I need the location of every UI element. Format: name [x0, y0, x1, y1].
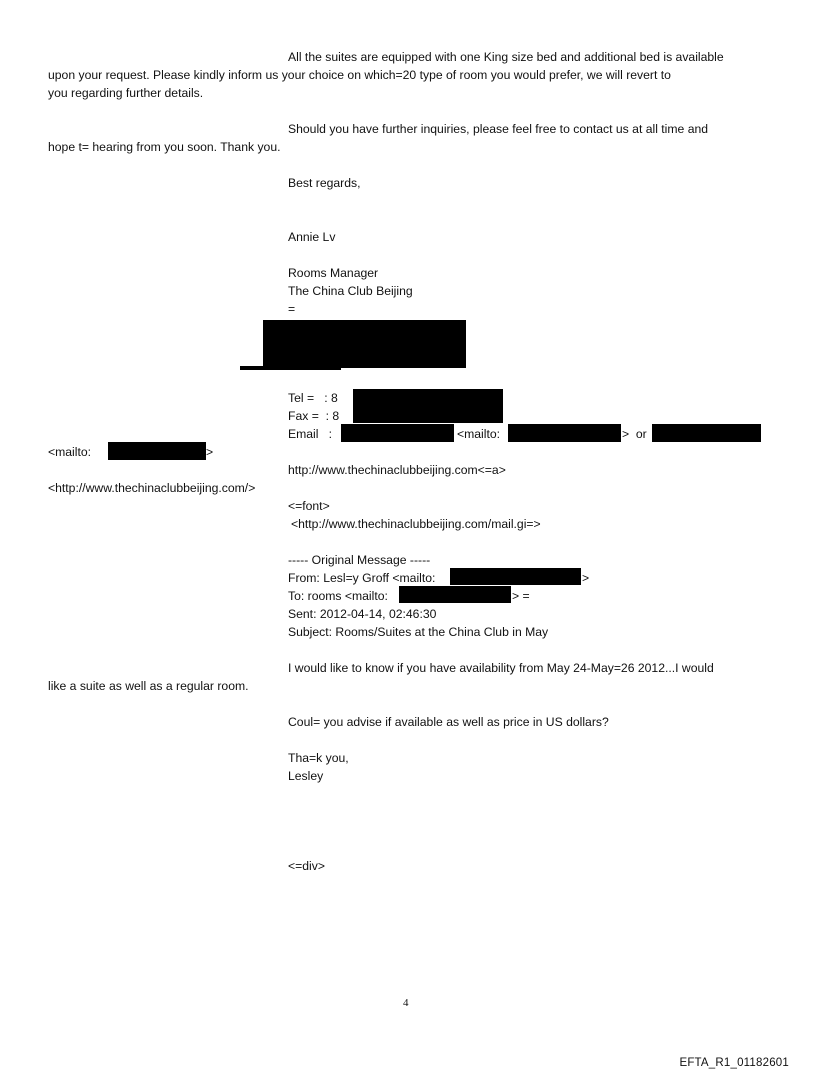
signature-company: The China Club Beijing — [288, 284, 413, 298]
para1-line1: All the suites are equipped with one King size bed and additional bed is available — [288, 50, 724, 64]
website-line: http://www.thechinaclubbeijing.com<=a> — [288, 463, 506, 477]
signature-name: Annie Lv — [288, 230, 336, 244]
document-id-footer: EFTA_R1_01182601 — [679, 1057, 789, 1069]
to-line: To: rooms <mailto: — [288, 589, 388, 603]
page-number: 4 — [403, 997, 409, 1009]
sent-line: Sent: 2012-04-14, 02:46:30 — [288, 607, 437, 621]
redaction-from — [450, 568, 581, 585]
body2: Coul= you advise if available as well as price in US dollars? — [288, 715, 609, 729]
mailto-close-or: > or — [622, 427, 647, 441]
mailto2-open: <mailto: — [48, 445, 92, 459]
redaction-underline — [240, 366, 341, 370]
redaction-mailto — [508, 424, 621, 442]
font-tag: <=font> — [288, 499, 330, 513]
tel-line: Tel = : 8 — [288, 391, 338, 405]
body1-line2: like a suite as well as a regular room. — [48, 679, 249, 693]
para1-line2: upon your request. Please kindly inform us your choice on which=20 type of room you would prefer, we will revert to — [48, 68, 671, 82]
closing: Best regards, — [288, 176, 361, 190]
para1-line3: you regarding further details. — [48, 86, 204, 100]
para2-line2: hope t= hearing from you soon. Thank you. — [48, 140, 281, 154]
fax-line: Fax = : 8 — [288, 409, 340, 423]
body1-line1: I would like to know if you have availability from May 24-May=26 2012...I would — [288, 661, 714, 675]
subject-line: Subject: Rooms/Suites at the China Club in May — [288, 625, 549, 639]
para2-line1: Should you have further inquiries, please feel free to contact us at all time and — [288, 122, 709, 136]
mailto2-close: > — [206, 445, 214, 459]
div-tag: <=div> — [288, 859, 325, 873]
redaction-email — [341, 424, 454, 442]
from-close: > — [582, 571, 590, 585]
signature-eq: = — [288, 302, 296, 316]
website-bracket: <http://www.thechinaclubbeijing.com/> — [48, 481, 256, 495]
mailto-open: <mailto: — [457, 427, 501, 441]
signature-title: Rooms Manager — [288, 266, 379, 280]
redaction-tel-fax — [353, 389, 503, 423]
from-line: From: Lesl=y Groff <mailto: — [288, 571, 436, 585]
to-close: > = — [512, 589, 530, 603]
mail-link: <http://www.thechinaclubbeijing.com/mail.gi=> — [291, 517, 541, 531]
sender-name: Lesley — [288, 769, 324, 783]
redaction-block — [263, 320, 466, 368]
redaction-mailto2 — [108, 442, 206, 460]
email-label: Email : — [288, 427, 333, 441]
redaction-email2 — [652, 424, 761, 442]
redaction-to — [399, 586, 511, 603]
original-header: ----- Original Message ----- — [288, 553, 431, 567]
thanks: Tha=k you, — [288, 751, 349, 765]
